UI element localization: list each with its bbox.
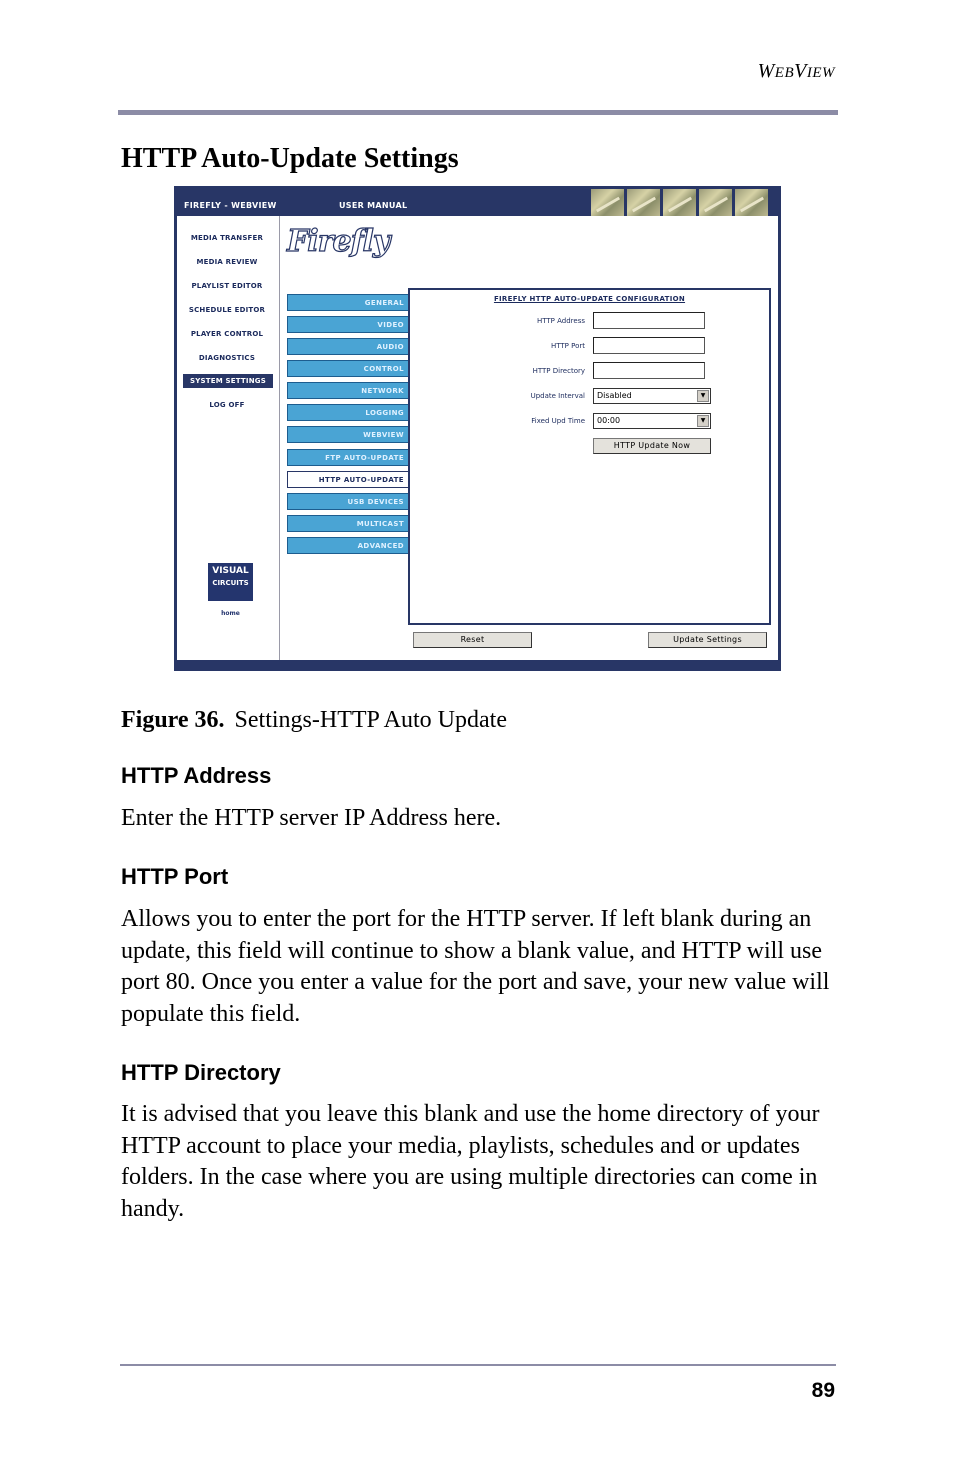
figure-caption: [121, 707, 507, 734]
running-head: WEBVIEW: [757, 60, 835, 82]
http-port-input[interactable]: [593, 337, 705, 354]
para-http-directory: It is advised that you leave this blank and use the home directory of your HTTP account to place your media, playlists, schedules and or updates folders. In the case where you are using multiple directories can come in handy.: [121, 1101, 820, 1222]
para-http-port: Allows you to enter the port for the HTTP server. If left blank during an update, this field will continue to show a blank value, and HTTP will use port 80. Once you enter a value for the port and save, your new value will populate this field.: [121, 906, 830, 1027]
http-directory-label: HTTP Directory: [532, 367, 585, 375]
http-config-panel: [408, 288, 771, 625]
http-directory-input[interactable]: [593, 362, 705, 379]
nav-log-off[interactable]: LOG OFF: [209, 401, 245, 409]
section-title: HTTP Auto-Update Settings: [121, 143, 459, 174]
tab-control[interactable]: CONTROL: [287, 360, 409, 377]
para-http-address: Enter the HTTP server IP Address here.: [121, 805, 502, 831]
update-settings-button[interactable]: Update Settings: [648, 632, 767, 648]
http-port-label: HTTP Port: [550, 342, 585, 350]
dropdown-arrow-icon[interactable]: ▼: [697, 415, 709, 427]
tab-network[interactable]: NETWORK: [287, 382, 409, 399]
app-brand: FIREFLY - WEBVIEW: [184, 201, 277, 210]
logo-sub: home: [221, 610, 240, 617]
app-body: [177, 216, 778, 660]
nav-media-review[interactable]: MEDIA REVIEW: [196, 258, 258, 266]
http-update-now-button[interactable]: HTTP Update Now: [593, 438, 711, 454]
page-number: 89: [811, 1379, 835, 1402]
nav-schedule-editor[interactable]: SCHEDULE EDITOR: [188, 306, 266, 314]
nav-media-transfer[interactable]: MEDIA TRANSFER: [190, 234, 264, 242]
heading-http-address: HTTP Address: [121, 763, 272, 788]
dropdown-arrow-icon[interactable]: ▼: [697, 390, 709, 402]
tab-usb-devices[interactable]: USB DEVICES: [287, 493, 409, 510]
tab-ftp-auto-update[interactable]: FTP AUTO-UPDATE: [287, 449, 409, 466]
tab-general[interactable]: GENERAL: [287, 294, 409, 311]
fixed-upd-time-label: Fixed Upd Time: [531, 417, 585, 425]
top-rule: [118, 110, 838, 115]
tab-logging[interactable]: LOGGING: [287, 404, 409, 421]
nav-system-settings[interactable]: SYSTEM SETTINGS: [183, 374, 273, 388]
fixed-upd-time-select[interactable]: [593, 413, 711, 429]
user-manual-link[interactable]: USER MANUAL: [339, 201, 408, 210]
firefly-logo: Firefly: [287, 224, 390, 259]
http-address-label: HTTP Address: [536, 317, 585, 325]
update-interval-label: Update Interval: [530, 392, 585, 400]
http-address-input[interactable]: [593, 312, 705, 329]
tab-video[interactable]: VIDEO: [287, 316, 409, 333]
nav-player-control[interactable]: PLAYER CONTROL: [190, 330, 264, 338]
fixed-upd-time-value: 00:00: [597, 416, 621, 425]
visual-circuits-logo: [208, 563, 253, 601]
tab-http-auto-update[interactable]: HTTP AUTO-UPDATE: [287, 471, 409, 488]
panel-title: FIREFLY HTTP AUTO-UPDATE CONFIGURATION: [493, 295, 686, 303]
figure-label: Figure 36.: [121, 707, 225, 733]
tab-webview[interactable]: WEBVIEW: [287, 426, 409, 443]
bottom-rule: [120, 1364, 836, 1366]
left-nav: [177, 216, 280, 660]
tab-audio[interactable]: AUDIO: [287, 338, 409, 355]
tab-advanced[interactable]: ADVANCED: [287, 537, 409, 554]
tab-multicast[interactable]: MULTICAST: [287, 515, 409, 532]
app-header: [177, 189, 778, 216]
logo-line-1: VISUAL: [212, 566, 249, 576]
reset-button[interactable]: Reset: [413, 632, 532, 648]
heading-http-port: HTTP Port: [121, 864, 229, 889]
app-footer: [177, 660, 778, 668]
nav-diagnostics[interactable]: DIAGNOSTICS: [198, 354, 256, 362]
heading-http-directory: HTTP Directory: [121, 1060, 281, 1085]
nav-playlist-editor[interactable]: PLAYLIST EDITOR: [191, 282, 263, 290]
logo-line-2: CIRCUITS: [212, 579, 249, 587]
figure-text: Settings-HTTP Auto Update: [234, 707, 507, 733]
update-interval-value: Disabled: [597, 391, 632, 400]
webview-screenshot: [174, 186, 781, 671]
update-interval-select[interactable]: [593, 388, 711, 404]
